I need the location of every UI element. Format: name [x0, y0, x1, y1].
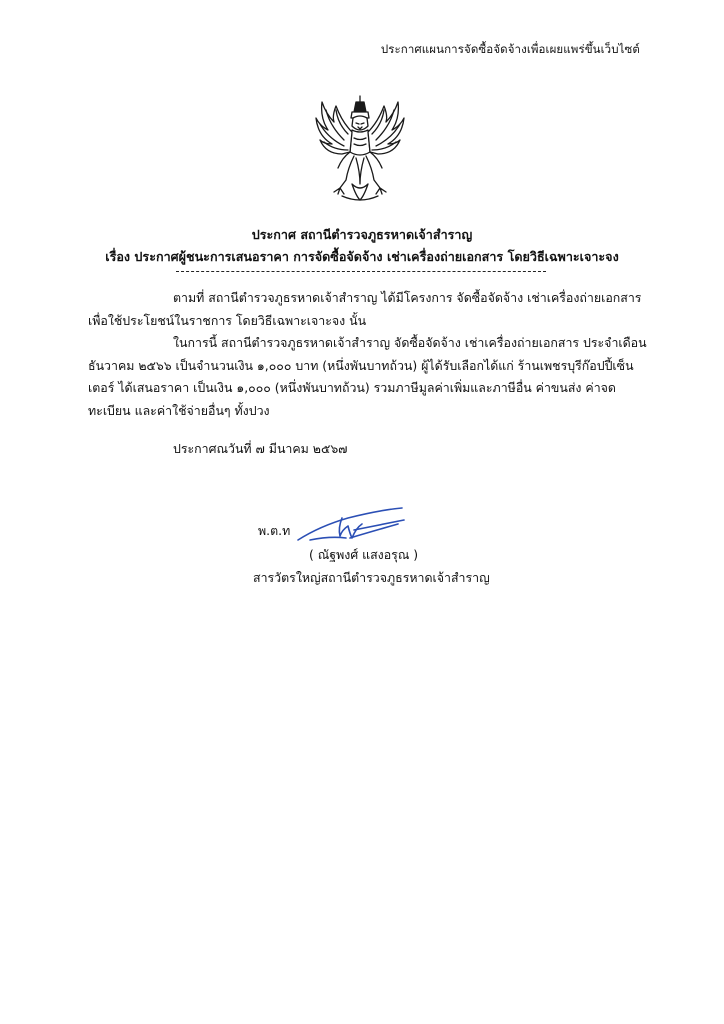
- signer-name: ( ณัฐพงศ์ แสงอรุณ ): [309, 547, 419, 562]
- announcement-date: ประกาศณวันที่ ๗ มีนาคม ๒๕๖๗: [173, 441, 348, 456]
- paragraph-2: [88, 332, 647, 422]
- garuda-emblem-icon: [312, 92, 408, 204]
- paragraph-line: ในการนี้ สถานีตำรวจภูธรหาดเจ้าสำราญ จัดซื้อจัดจ้าง เช่าเครื่องถ่ายเอกสาร ประจำเดือน: [173, 335, 647, 350]
- dashed-divider: [176, 271, 546, 272]
- paragraph-line: ตามที่ สถานีตำรวจภูธรหาดเจ้าสำราญ ได้มีโครงการ จัดซื้อจัดจ้าง เช่าเครื่องถ่ายเอกสาร: [173, 290, 642, 305]
- paragraph-1: [88, 287, 642, 332]
- announcement-title: ประกาศ สถานีตำรวจภูธรหาดเจ้าสำราญ: [251, 227, 473, 242]
- header-note: ประกาศแผนการจัดซื้อจัดจ้างเพื่อเผยแพร่ขึ้นเว็บไซต์: [380, 42, 640, 56]
- paragraph-line: ทะเบียน และค่าใช้จ่ายอื่นๆ ทั้งปวง: [88, 402, 270, 418]
- announcement-subject: เรื่อง ประกาศผู้ชนะการเสนอราคา การจัดซื้อจัดจ้าง เช่าเครื่องถ่ายเอกสาร โดยวิธีเฉพาะเจาะจง: [105, 249, 619, 264]
- signer-rank: พ.ต.ท: [258, 523, 291, 538]
- paragraph-line: เพื่อใช้ประโยชน์ในราชการ โดยวิธีเฉพาะเจาะจง นั้น: [88, 312, 367, 328]
- handwritten-signature-icon: [290, 500, 420, 552]
- paragraph-line: เตอร์ ได้เสนอราคา เป็นเงิน ๑,๐๐๐ (หนึ่งพันบาทถ้วน) รวมภาษีมูลค่าเพิ่มและภาษีอื่น ค่าขนส่ง ค่าจด: [88, 380, 616, 395]
- paragraph-line: ธันวาคม ๒๕๖๖ เป็นจำนวนเงิน ๑,๐๐๐ บาท (หนึ่งพันบาทถ้วน) ผู้ได้รับเลือกได้แก่ ร้านเพชรบุรีก๊อปปี้เซ็น: [88, 357, 634, 373]
- signer-position: สารวัตรใหญ่สถานีตำรวจภูธรหาดเจ้าสำราญ: [253, 570, 490, 585]
